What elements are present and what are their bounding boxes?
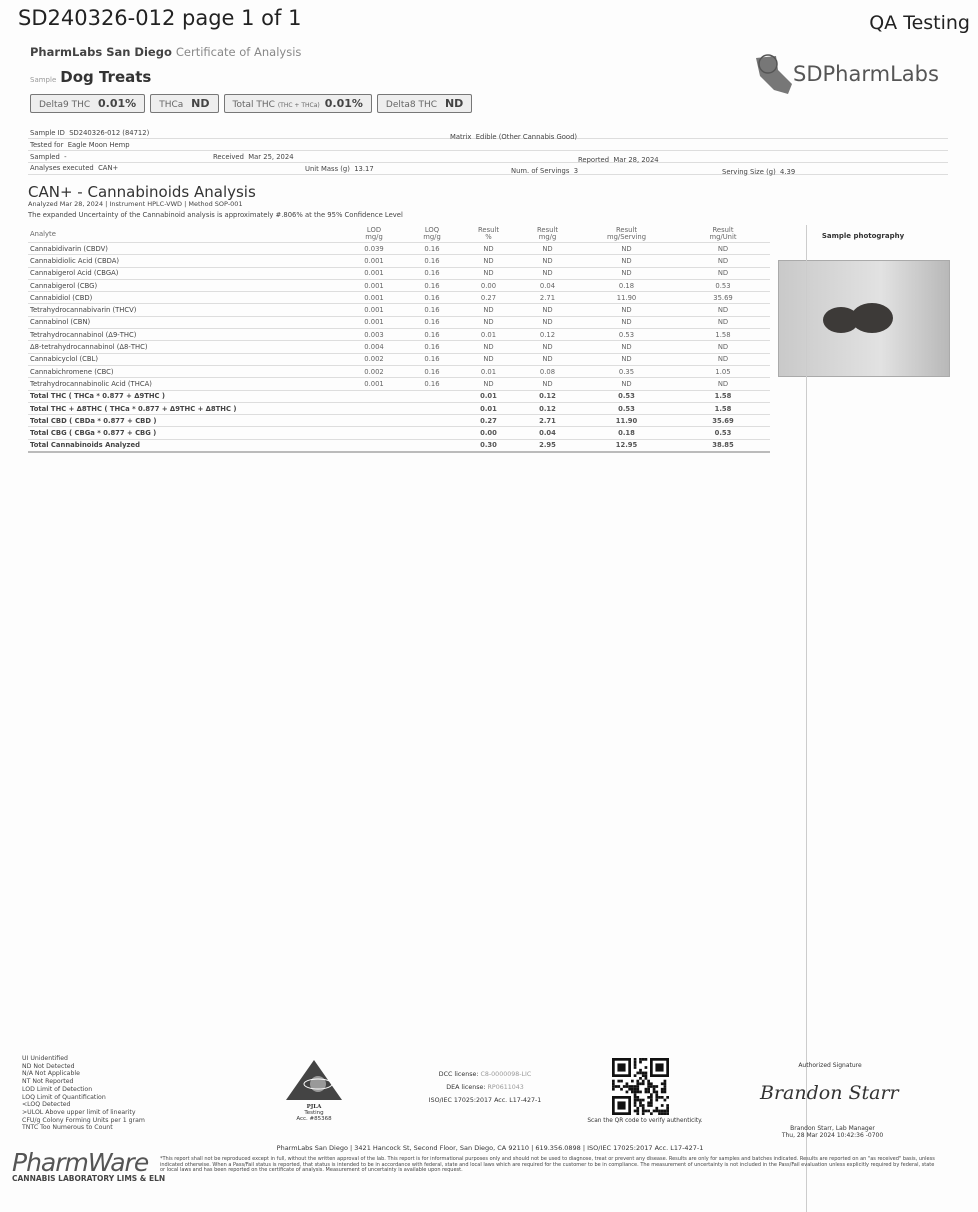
legend-item: TNTC Too Numerous to Count xyxy=(22,1124,113,1132)
pjla-accreditation: PJLA Testing Acc. #85368 xyxy=(284,1058,344,1122)
cell-value: 0.001 xyxy=(343,304,405,316)
cell-value: ND xyxy=(459,378,518,390)
sample-name: Dog Treats xyxy=(60,68,152,86)
summary-badge: Total THC (THC + THCa) 0.01% xyxy=(224,94,372,113)
cell-value: ND xyxy=(577,255,676,267)
column-header: LOQ mg/g xyxy=(405,226,459,243)
cell-value: 0.53 xyxy=(676,427,770,439)
cell-value: 0.08 xyxy=(518,365,577,377)
cell-value xyxy=(343,402,405,414)
signature-label: Authorized Signature xyxy=(798,1062,862,1069)
table-row xyxy=(28,292,770,304)
cell-value: ND xyxy=(676,316,770,328)
cell-value: ND xyxy=(459,267,518,279)
cell-value: ND xyxy=(577,353,676,365)
column-header: Result mg/Unit xyxy=(676,226,770,243)
summary-badge: Delta8 THC ND xyxy=(377,94,472,113)
cell-value xyxy=(405,402,459,414)
cell-value: 12.95 xyxy=(577,439,676,452)
cell-value: 0.12 xyxy=(518,390,577,402)
cell-value: ND xyxy=(577,378,676,390)
cell-value: ND xyxy=(518,316,577,328)
table-row xyxy=(28,378,770,390)
sample-label: Sample xyxy=(30,76,57,84)
sample-heading xyxy=(30,68,151,86)
sample-id: Sample ID SD240326-012 (84712) xyxy=(30,129,150,137)
cell-value: 38.85 xyxy=(676,439,770,452)
column-header: Result mg/Serving xyxy=(577,226,676,243)
cell-value xyxy=(405,415,459,427)
cell-value: 0.30 xyxy=(459,439,518,452)
document-title: SD240326-012 page 1 of 1 xyxy=(18,6,302,30)
analyte-name: Cannabidiolic Acid (CBDA) xyxy=(28,255,343,267)
table-row xyxy=(28,243,770,255)
cell-value: 0.16 xyxy=(405,353,459,365)
cell-value: ND xyxy=(577,304,676,316)
column-header: Analyte xyxy=(28,226,343,243)
cell-value: 0.16 xyxy=(405,378,459,390)
legend-item: N/A Not Applicable xyxy=(22,1070,80,1078)
table-row xyxy=(28,329,770,341)
qr-code-icon[interactable] xyxy=(612,1058,669,1115)
qr-caption: Scan the QR code to verify authenticity. xyxy=(587,1118,703,1124)
disclaimer: *This report shall not be reproduced except in full, without the written approval of the lab. This report is for informational purposes only and should not be used to diagnose, treat or prevent any disease. Results are only for samples and batches indicated. Results are reported on an "as received" basis, unless indicated otherwise. When a Pass/Fail status is reported, that status is intended to be in accordance with federal, state and local laws which are required for the customer to be in compliance. The measurement of uncertainty is not included in the Pass/Fail evaluation unless explicitly required by federal, state or local laws and has been reported on the certificate of analysis. Measurement of uncertainty is available upon request. xyxy=(160,1156,935,1173)
legend-item: >ULOL Above upper limit of linearity xyxy=(22,1108,136,1116)
legend-item: NT Not Reported xyxy=(22,1078,74,1086)
cell-value: 0.001 xyxy=(343,292,405,304)
logo-text: SDPharmLabs xyxy=(793,62,939,86)
cell-value: 1.58 xyxy=(676,390,770,402)
cell-value: 0.16 xyxy=(405,292,459,304)
cell-value: 0.01 xyxy=(459,329,518,341)
cell-value: ND xyxy=(518,353,577,365)
analyte-name: Tetrahydrocannabinol (Δ9-THC) xyxy=(28,329,343,341)
summary-badge: Delta9 THC 0.01% xyxy=(30,94,145,113)
cell-value: ND xyxy=(459,243,518,255)
cell-value: 1.05 xyxy=(676,365,770,377)
cell-value: ND xyxy=(518,255,577,267)
analyte-name: Cannabicyclol (CBL) xyxy=(28,353,343,365)
licenses: DCC license: C8-0000098-LIC DEA license: RP0611043 ISO/IEC 17025:2017 Acc. L17-427-1 xyxy=(428,1071,542,1104)
lab-address: PharmLabs San Diego | 3421 Hancock St, Second Floor, San Diego, CA 92110 | 619.356.0898 | ISO/IEC 17025:2017 Acc. L17-427-1 xyxy=(276,1144,704,1152)
cell-value: 0.16 xyxy=(405,255,459,267)
cell-value: 0.001 xyxy=(343,316,405,328)
handwritten-signature: Brandon Starr xyxy=(760,1082,899,1104)
cell-value: 0.12 xyxy=(518,402,577,414)
sample-photo-label: Sample photography xyxy=(821,232,905,240)
analyte-name: Tetrahydrocannabivarin (THCV) xyxy=(28,304,343,316)
total-row xyxy=(28,439,770,452)
lab-name: PharmLabs San Diego xyxy=(30,45,172,59)
sample-photo xyxy=(778,260,950,377)
cell-value: 0.001 xyxy=(343,378,405,390)
cell-value: 0.16 xyxy=(405,329,459,341)
table-row xyxy=(28,267,770,279)
cannabinoids-table xyxy=(28,226,770,453)
cell-value: 0.01 xyxy=(459,390,518,402)
legend-item: LOQ Limit of Quantification xyxy=(22,1093,106,1101)
cell-value: 11.90 xyxy=(577,415,676,427)
cell-value: 0.16 xyxy=(405,267,459,279)
sampled: Sampled - xyxy=(30,153,67,161)
cell-value: 0.002 xyxy=(343,365,405,377)
cell-value: 1.58 xyxy=(676,329,770,341)
cell-value: ND xyxy=(577,267,676,279)
cell-value: 35.69 xyxy=(676,292,770,304)
cell-value: ND xyxy=(676,243,770,255)
cell-value: 0.35 xyxy=(577,365,676,377)
cell-value: ND xyxy=(577,243,676,255)
table-row xyxy=(28,353,770,365)
cell-value xyxy=(343,439,405,452)
received: Received Mar 25, 2024 xyxy=(213,153,294,161)
sdpharmlabs-logo xyxy=(748,50,958,98)
cell-value: ND xyxy=(518,304,577,316)
cell-value: ND xyxy=(518,267,577,279)
legend-item: ND Not Detected xyxy=(22,1062,75,1070)
coa-label: Certificate of Analysis xyxy=(175,45,302,59)
cell-value xyxy=(405,390,459,402)
cell-value: ND xyxy=(459,341,518,353)
cell-value: 0.53 xyxy=(577,402,676,414)
cell-value: ND xyxy=(459,304,518,316)
table-row xyxy=(28,341,770,353)
analyte-name: Cannabinol (CBN) xyxy=(28,316,343,328)
cell-value: 0.12 xyxy=(518,329,577,341)
cell-value: 0.039 xyxy=(343,243,405,255)
table-row xyxy=(28,304,770,316)
cell-value xyxy=(343,415,405,427)
cell-value: 35.69 xyxy=(676,415,770,427)
cell-value: 0.04 xyxy=(518,279,577,291)
column-header: Result mg/g xyxy=(518,226,577,243)
cell-value: 0.01 xyxy=(459,402,518,414)
unit-mass: Unit Mass (g) 13.17 xyxy=(305,165,374,173)
matrix: Matrix Edible (Other Cannabis Good) xyxy=(450,133,578,141)
cell-value: 0.002 xyxy=(343,353,405,365)
total-row xyxy=(28,427,770,439)
legend-item: CFU/g Colony Forming Units per 1 gram xyxy=(22,1116,145,1124)
analyte-name: Total THC + Δ8THC ( THCa * 0.877 + Δ9THC + Δ8THC ) xyxy=(28,402,343,414)
analysis-meta: Analyzed Mar 28, 2024 | Instrument HPLC-VWD | Method SOP-001 xyxy=(28,200,243,208)
cell-value: ND xyxy=(676,341,770,353)
cell-value: ND xyxy=(459,255,518,267)
abbreviations-legend xyxy=(22,1055,145,1132)
cell-value xyxy=(405,427,459,439)
cell-value: ND xyxy=(577,316,676,328)
analyte-name: Cannabidivarin (CBDV) xyxy=(28,243,343,255)
cell-value xyxy=(405,439,459,452)
column-header: Result % xyxy=(459,226,518,243)
cell-value: 0.18 xyxy=(577,427,676,439)
table-row xyxy=(28,279,770,291)
analyte-name: Total CBD ( CBDa * 0.877 + CBD ) xyxy=(28,415,343,427)
column-header: LOD mg/g xyxy=(343,226,405,243)
uncertainty-note: The expanded Uncertainty of the Cannabinoid analysis is approximately #.806% at the 95% Confidence Level xyxy=(28,211,403,219)
table-row xyxy=(28,365,770,377)
cell-value xyxy=(343,427,405,439)
cell-value: 0.004 xyxy=(343,341,405,353)
cell-value: ND xyxy=(518,341,577,353)
cell-value: 2.71 xyxy=(518,292,577,304)
pjla-logo-icon xyxy=(284,1058,344,1102)
cell-value: 0.27 xyxy=(459,415,518,427)
legend-item: <LOQ Detected xyxy=(22,1101,71,1109)
cell-value: 0.53 xyxy=(577,329,676,341)
cell-value: 0.18 xyxy=(577,279,676,291)
analyte-name: Cannabichromene (CBC) xyxy=(28,365,343,377)
cell-value: ND xyxy=(676,304,770,316)
analyte-name: Tetrahydrocannabinolic Acid (THCA) xyxy=(28,378,343,390)
cell-value: 1.58 xyxy=(676,402,770,414)
summary-badges xyxy=(30,94,472,113)
cell-value: 0.001 xyxy=(343,267,405,279)
cell-value: 0.04 xyxy=(518,427,577,439)
cell-value: 0.00 xyxy=(459,279,518,291)
cell-value: 0.53 xyxy=(676,279,770,291)
cell-value xyxy=(343,390,405,402)
cell-value: 0.01 xyxy=(459,365,518,377)
cell-value: ND xyxy=(676,378,770,390)
analyte-name: Cannabigerol Acid (CBGA) xyxy=(28,267,343,279)
cell-value: 0.001 xyxy=(343,255,405,267)
cell-value: ND xyxy=(676,267,770,279)
analyses-executed: Analyses executed CAN+ xyxy=(30,164,119,172)
cell-value: 2.95 xyxy=(518,439,577,452)
legend-item: LOD Limit of Detection xyxy=(22,1085,93,1093)
signer: Brandon Starr, Lab Manager Thu, 28 Mar 2024 10:42:36 -0700 xyxy=(781,1125,884,1139)
analyte-name: Total THC ( THCa * 0.877 + Δ9THC ) xyxy=(28,390,343,402)
cell-value: 0.003 xyxy=(343,329,405,341)
total-row xyxy=(28,415,770,427)
table-row xyxy=(28,255,770,267)
analyte-name: Total CBG ( CBGa * 0.877 + CBG ) xyxy=(28,427,343,439)
tested-for: Tested for Eagle Moon Hemp xyxy=(30,141,130,149)
cell-value: ND xyxy=(459,316,518,328)
lab-heading xyxy=(30,45,301,59)
cell-value: ND xyxy=(459,353,518,365)
cell-value: 0.53 xyxy=(577,390,676,402)
cell-value: 0.001 xyxy=(343,279,405,291)
serving-size: Serving Size (g) 4.39 xyxy=(722,168,796,176)
cell-value: ND xyxy=(676,255,770,267)
pharmware-logo: PharmWare CANNABIS LABORATORY LIMS & ELN xyxy=(12,1148,166,1183)
cell-value: ND xyxy=(676,353,770,365)
cell-value: 11.90 xyxy=(577,292,676,304)
table-row xyxy=(28,316,770,328)
cell-value: 0.00 xyxy=(459,427,518,439)
total-row xyxy=(28,402,770,414)
california-map-icon xyxy=(748,50,798,98)
section-title: CAN+ - Cannabinoids Analysis xyxy=(28,183,256,201)
total-row xyxy=(28,390,770,402)
num-servings: Num. of Servings 3 xyxy=(511,167,579,175)
cell-value: ND xyxy=(577,341,676,353)
cell-value: 2.71 xyxy=(518,415,577,427)
reported: Reported Mar 28, 2024 xyxy=(578,156,659,164)
cell-value: 0.16 xyxy=(405,341,459,353)
analyte-name: Cannabigerol (CBG) xyxy=(28,279,343,291)
cell-value: ND xyxy=(518,378,577,390)
cell-value: 0.16 xyxy=(405,316,459,328)
cell-value: 0.16 xyxy=(405,279,459,291)
qa-testing-label: QA Testing xyxy=(869,12,970,34)
cell-value: 0.16 xyxy=(405,243,459,255)
cell-value: 0.16 xyxy=(405,365,459,377)
analyte-name: Δ8-tetrahydrocannabinol (Δ8-THC) xyxy=(28,341,343,353)
summary-badge: THCa ND xyxy=(150,94,218,113)
analyte-name: Total Cannabinoids Analyzed xyxy=(28,439,343,452)
analyte-name: Cannabidiol (CBD) xyxy=(28,292,343,304)
legend-item: UI Unidentified xyxy=(22,1055,68,1062)
cell-value: ND xyxy=(518,243,577,255)
cell-value: 0.27 xyxy=(459,292,518,304)
cell-value: 0.16 xyxy=(405,304,459,316)
